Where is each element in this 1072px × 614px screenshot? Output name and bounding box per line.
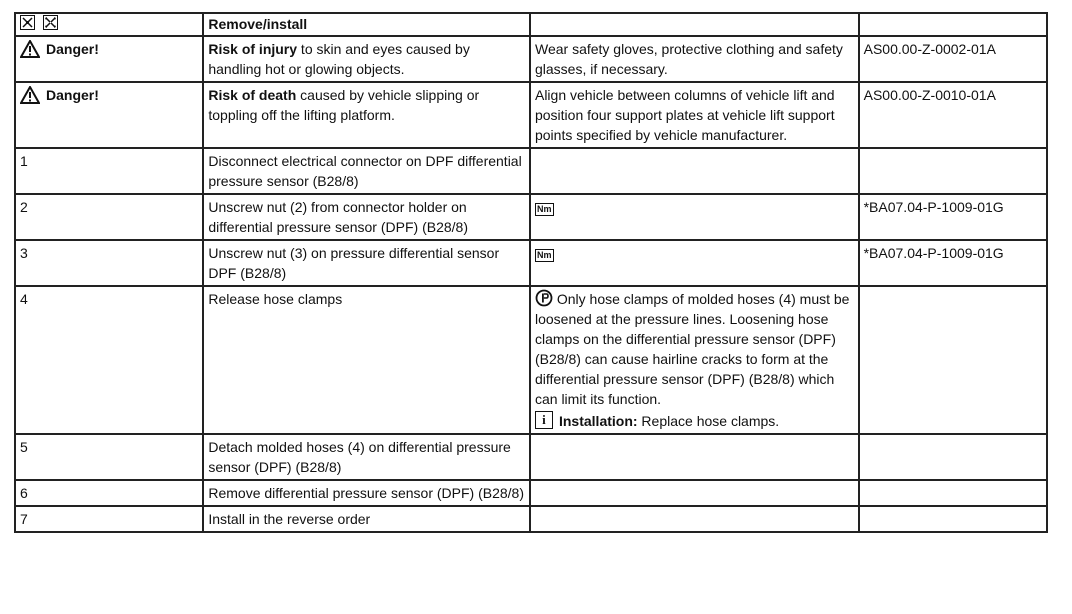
step-number: 5 (15, 434, 203, 480)
step-note (530, 240, 859, 286)
header-icons-cell (15, 13, 203, 36)
step-number: 6 (15, 480, 203, 506)
step-number: 3 (15, 240, 203, 286)
risk-bold: Risk of death (208, 87, 297, 104)
step-text: Install in the reverse order (203, 506, 530, 532)
step-ref (859, 434, 1047, 480)
step-text: Detach molded hoses (4) on differential pressure sensor (DPF) (B28/8) (203, 434, 530, 480)
step-ref (859, 286, 1047, 434)
risk-cell (203, 82, 530, 148)
risk-cell (203, 36, 530, 82)
risk-text: to skin and eyes caused by handling hot or glowing objects. (208, 41, 470, 78)
note-symbol-icon (535, 289, 553, 307)
danger-label: Danger! (46, 87, 99, 104)
torque-nm-icon[interactable]: Nm (536, 250, 552, 261)
step-row (15, 240, 1047, 286)
step-note (530, 286, 859, 434)
step-note (530, 434, 859, 480)
procedure-table (14, 12, 1048, 533)
header-row (15, 13, 1047, 36)
step-number: 1 (15, 148, 203, 194)
danger-label-cell (15, 36, 203, 82)
reference-link[interactable]: *BA07.04-P-1009-01G (859, 240, 1047, 286)
torque-nm-icon[interactable]: Nm (536, 204, 552, 215)
step-text: Remove differential pressure sensor (DPF) (B28/8) (203, 480, 530, 506)
step-text: Release hose clamps (203, 286, 530, 434)
step-text: Unscrew nut (3) on pressure differential sensor DPF (B28/8) (203, 240, 530, 286)
reference-link[interactable]: AS00.00-Z-0002-01A (859, 36, 1047, 82)
note-text: Only hose clamps of molded hoses (4) must be loosened at the pressure lines. Loosening hose clamps on the differential pressure sensor (DPF) (B28/8) can cause hairline cracks to form at the differential pressure sensor (DPF) (B28/8) which can limit its function. (534, 291, 850, 408)
step-note (530, 148, 859, 194)
step-text: Unscrew nut (2) from connector holder on differential pressure sensor (DPF) (B28/8) (203, 194, 530, 240)
reference-link[interactable]: *BA07.04-P-1009-01G (859, 194, 1047, 240)
installation-label: Installation: (558, 413, 638, 430)
step-row (15, 194, 1047, 240)
step-number: 2 (15, 194, 203, 240)
step-row (15, 480, 1047, 506)
risk-text: caused by vehicle slipping or toppling off the lifting platform. (208, 87, 480, 124)
header-empty-4 (859, 13, 1047, 36)
step-note (530, 506, 859, 532)
step-row (15, 148, 1047, 194)
remove-symbol-icon (20, 15, 35, 35)
install-symbol-icon (43, 15, 58, 35)
warning-triangle-icon (20, 40, 40, 58)
step-text: Disconnect electrical connector on DPF differential pressure sensor (B28/8) (203, 148, 530, 194)
step-row (15, 506, 1047, 532)
warning-triangle-icon (20, 86, 40, 104)
step-note (530, 194, 859, 240)
measure-cell: Wear safety gloves, protective clothing and safety glasses, if necessary. (530, 36, 859, 82)
installation-text: Replace hose clamps. (637, 413, 780, 430)
info-icon: i (535, 411, 553, 429)
danger-label-cell (15, 82, 203, 148)
header-empty-3 (530, 13, 859, 36)
reference-link[interactable]: AS00.00-Z-0010-01A (859, 82, 1047, 148)
step-row (15, 286, 1047, 434)
header-title: Remove/install (203, 13, 530, 36)
step-ref (859, 480, 1047, 506)
danger-row (15, 36, 1047, 82)
risk-bold: Risk of injury (208, 41, 298, 58)
measure-cell: Align vehicle between columns of vehicle lift and position four support plates at vehicle lift support points specified by vehicle manufacturer. (530, 82, 859, 148)
step-ref (859, 148, 1047, 194)
step-note (530, 480, 859, 506)
step-number: 4 (15, 286, 203, 434)
danger-row (15, 82, 1047, 148)
step-row (15, 434, 1047, 480)
step-ref (859, 506, 1047, 532)
danger-label: Danger! (46, 41, 99, 58)
step-number: 7 (15, 506, 203, 532)
